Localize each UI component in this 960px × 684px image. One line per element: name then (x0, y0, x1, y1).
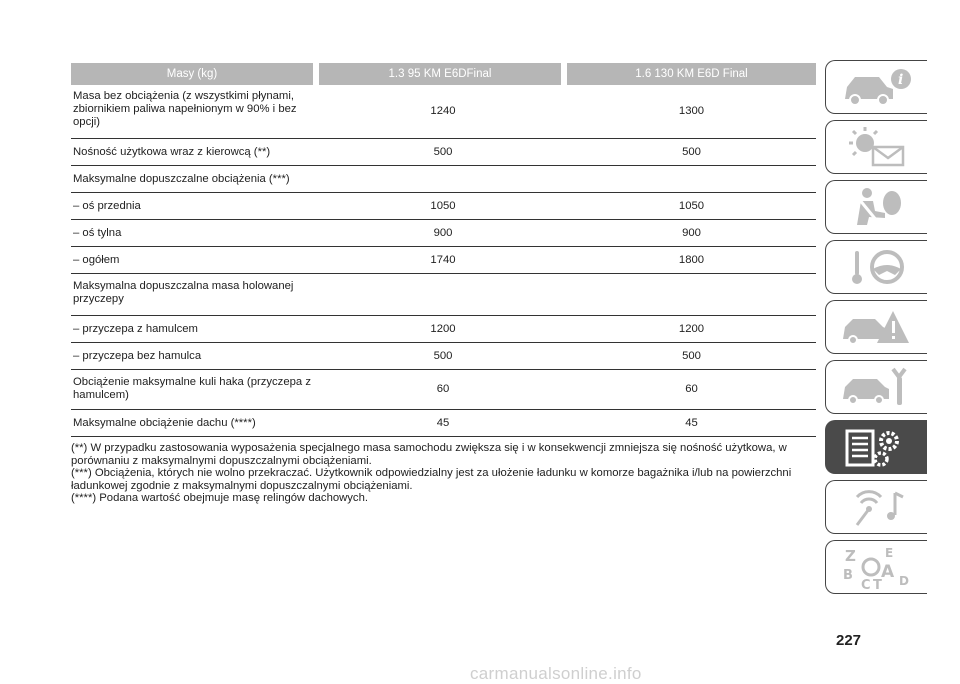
footnote-max-loads: (***) Obciążenia, których nie wolno przekraczać. Użytkownik odpowiedzialny jest za ułożenie ładunku w komorze bagażnika i/lub na powierzchni ładunkowej zgodnie z maksymalnymi dopuszczalnymi obciążeniami. (71, 467, 792, 492)
row-label: Maksymalne obciążenie dachu (****) (73, 416, 256, 429)
table-header (71, 63, 816, 85)
row-label: – ogółem (73, 253, 120, 266)
seatbelt-airbag-icon (837, 185, 917, 229)
warning-light-mail-icon (837, 125, 917, 169)
row-value-16: 1200 (678, 322, 705, 335)
row-label: Nośność użytkowa wraz z kierowcą (**) (73, 145, 271, 158)
row-label: – przyczepa z hamulcem (73, 322, 198, 335)
tab-getting-to-know[interactable] (825, 60, 927, 114)
row-value-16: 900 (682, 226, 701, 239)
key-steering-wheel-icon (837, 245, 917, 289)
row-value-13: 1200 (430, 322, 456, 335)
row-label: Maksymalna dopuszczalna masa holowanej przyczepy (73, 280, 294, 305)
table-row (71, 85, 816, 139)
car-wrench-icon (837, 365, 917, 409)
table-row (71, 274, 816, 316)
row-value-13: 1240 (430, 105, 456, 117)
page-number: 227 (836, 632, 862, 649)
row-value-13 (319, 166, 567, 192)
tab-maintenance[interactable] (825, 360, 927, 414)
footnotes (71, 442, 821, 505)
row-value-16: 60 (685, 383, 698, 395)
svg-text:D: D (898, 574, 909, 588)
car-info-icon (837, 65, 917, 109)
specs-table (71, 63, 816, 437)
row-label: – oś tylna (73, 226, 122, 239)
row-label: Obciążenie maksymalne kuli haka (przyczepa z hamulcem) (73, 376, 311, 401)
table-row (71, 410, 816, 437)
tab-emergency[interactable] (825, 300, 927, 354)
table-row (71, 247, 816, 274)
row-value-16: 1300 (678, 105, 705, 117)
row-value-13: 45 (436, 416, 450, 429)
row-value-16 (567, 166, 816, 192)
footnote-roof-load: (****) Podana wartość obejmuje masę relingów dachowych. (71, 492, 369, 504)
table-row (71, 370, 816, 410)
row-value-16: 1050 (678, 199, 705, 212)
row-value-16: 500 (682, 145, 701, 158)
tab-technical-data[interactable] (825, 420, 927, 474)
car-emergency-icon (837, 305, 917, 349)
row-label: – przyczepa bez hamulca (73, 349, 202, 362)
svg-text:E: E (884, 546, 893, 560)
header-engine-16: 1.6 130 KM E6D Final (567, 63, 816, 85)
tab-multimedia[interactable] (825, 480, 927, 534)
footnote-payload: (**) W przypadku zastosowania wyposażenia specjalnego masa samochodu zwiększa się i w konsekwencji zmniejsza się nośność użytkowa, w porównaniu z maksymalnymi dopuszczalnymi obciążeniami. (71, 442, 787, 467)
svg-text:Z: Z (844, 547, 856, 565)
row-value-13: 1740 (430, 253, 456, 266)
row-value-13: 500 (433, 349, 453, 362)
tab-index[interactable] (825, 540, 927, 594)
table-row (71, 193, 816, 220)
chapter-tabs (825, 60, 929, 600)
row-value-13: 500 (433, 145, 453, 158)
tab-starting-driving[interactable] (825, 240, 927, 294)
svg-text:T: T (872, 578, 882, 589)
row-value-13: 60 (436, 383, 450, 395)
svg-text:C: C (860, 578, 871, 589)
row-value-13: 1050 (430, 199, 456, 212)
row-value-16: 500 (682, 349, 701, 362)
table-row (71, 343, 816, 370)
media-music-icon (837, 485, 917, 529)
row-value-16: 45 (685, 416, 698, 429)
svg-text:B: B (842, 568, 853, 583)
table-row (71, 316, 816, 343)
svg-text:i: i (897, 72, 903, 88)
row-label: – oś przednia (73, 199, 141, 212)
header-masses: Masy (kg) (71, 63, 313, 85)
row-value-16: 1800 (678, 253, 705, 266)
tab-safety[interactable] (825, 180, 927, 234)
table-row (71, 220, 816, 247)
row-value-13: 900 (433, 226, 453, 239)
specs-gear-icon (837, 425, 917, 469)
table-row (71, 139, 816, 166)
svg-text:A: A (880, 562, 894, 582)
header-engine-13: 1.3 95 KM E6DFinal (319, 63, 561, 85)
row-value-13 (319, 274, 567, 315)
watermark: carmanualsonline.info (470, 664, 642, 683)
table-row (71, 166, 816, 193)
row-label: Maksymalne dopuszczalne obciążenia (***) (73, 172, 290, 185)
index-letters-icon (837, 545, 917, 589)
row-value-16 (567, 274, 816, 315)
row-label: Masa bez obciążenia (z wszystkimi płynami, zbiornikiem paliwa napełnionym w 90% i bez opcji) (73, 90, 297, 128)
tab-warning-lights[interactable] (825, 120, 927, 174)
